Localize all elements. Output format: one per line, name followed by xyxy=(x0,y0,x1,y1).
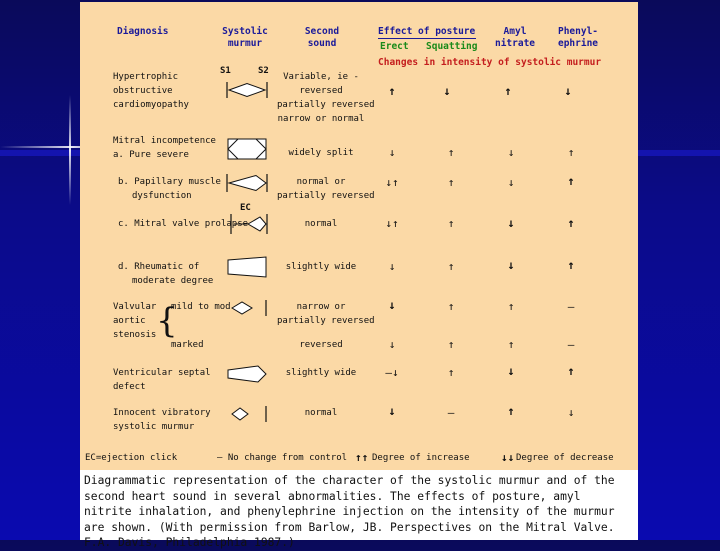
murmur-late-systolic-mvp xyxy=(230,214,268,234)
header-changes-caption: Changes in intensity of systolic murmur xyxy=(378,57,602,68)
arrow-vsd-erect: –↓ xyxy=(385,366,399,379)
diagnosis-line: Innocent vibratory xyxy=(113,408,211,418)
legend-no-change: – No change from control xyxy=(217,453,348,463)
diagram-panel xyxy=(80,2,638,470)
arrow-mi-severe-squatting: ↑ xyxy=(447,146,455,159)
diagnosis-line: moderate degree xyxy=(132,276,214,286)
row-innocent-second-sound: normal xyxy=(304,408,338,418)
header-systolic-line2: murmur xyxy=(227,38,263,49)
murmur-pansystolic-rheumatic xyxy=(226,256,268,278)
murmur-holosystolic-severe xyxy=(226,138,268,160)
header-amyl xyxy=(490,26,540,50)
header-second-line2: sound xyxy=(307,38,337,49)
arrow-hocm-phenyl: ↓ xyxy=(564,84,572,98)
row-mvp-second-sound: normal xyxy=(304,219,338,229)
murmur-innocent xyxy=(230,406,270,422)
row-vsd-second-sound: slightly wide xyxy=(285,368,357,378)
murmur-crescendo-papillary xyxy=(226,174,268,192)
diagnosis-line: d. Rheumatic of xyxy=(118,262,200,272)
arrow-mvp-squatting: ↑ xyxy=(447,217,455,230)
diagnosis-line: Mitral incompetence xyxy=(113,136,216,146)
arrow-rheumatic-erect: ↓ xyxy=(388,260,396,273)
second-sound-line: partially reversed xyxy=(277,191,375,201)
header-amyl-line2: nitrate xyxy=(494,38,536,49)
diagnosis-line: systolic murmur xyxy=(113,422,195,432)
header-diagnosis: Diagnosis xyxy=(117,26,169,37)
row-mi-severe-second-sound: widely split xyxy=(288,148,354,158)
second-sound-line: narrow or xyxy=(296,302,346,312)
header-systolic xyxy=(215,26,275,50)
legend-decrease: Degree of decrease xyxy=(516,453,614,463)
severity-brace: { xyxy=(156,301,178,341)
arrow-innocent-phenyl: ↓ xyxy=(567,406,575,419)
row-as-mild-severity: mild to mod xyxy=(171,302,231,312)
header-phenyl xyxy=(550,26,606,50)
arrow-mi-severe-erect: ↓ xyxy=(388,146,396,159)
row-rheumatic-diagnosis xyxy=(118,260,213,288)
arrow-as-marked-amyl: ↑ xyxy=(507,338,515,351)
label-ejection-click: EC xyxy=(240,203,251,213)
arrow-hocm-erect: ↑ xyxy=(388,84,396,98)
row-hocm-second-sound xyxy=(277,70,375,126)
arrow-as-mild-phenyl: – xyxy=(567,300,575,313)
header-second-sound xyxy=(292,26,352,50)
header-squatting: Squatting xyxy=(426,41,478,52)
diagnosis-line: aortic xyxy=(113,316,146,326)
arrow-as-marked-phenyl: – xyxy=(567,338,575,351)
posture-underline xyxy=(378,38,476,39)
arrow-innocent-amyl: ↑ xyxy=(507,404,515,418)
second-sound-line: normal or xyxy=(296,177,346,187)
legend-decrease-icon: ↓↓ xyxy=(501,451,515,464)
arrow-mvp-amyl: ↓ xyxy=(507,216,515,230)
arrow-as-marked-erect: ↓ xyxy=(388,338,396,351)
figure-caption: Diagrammatic representation of the character of the systolic murmur and of the second heart sound in several abnormalities. The effects of posture, amyl nitrite inhalation, and phenylephrine injection on the intensity of the murmur are shown. (With permission from Barlow, JB. Perspectives on the Mitral Valve. F.A. Davis, Philadelphia 1987.) xyxy=(80,470,638,540)
legend-increase-icon: ↑↑ xyxy=(355,451,369,464)
second-sound-line: partially reversed xyxy=(277,316,375,326)
diagnosis-line: a. Pure severe xyxy=(113,150,189,160)
arrow-hocm-amyl: ↑ xyxy=(504,84,512,98)
second-sound-line: reversed xyxy=(299,86,343,96)
arrow-mvp-phenyl: ↑ xyxy=(567,216,575,230)
murmur-diamond-hocm xyxy=(226,82,268,98)
header-systolic-line1: Systolic xyxy=(222,26,268,37)
row-innocent-diagnosis xyxy=(113,406,211,434)
row-as-diagnosis xyxy=(113,300,156,342)
arrow-as-mild-erect: ↓ xyxy=(388,298,396,312)
arrow-innocent-squatting: – xyxy=(447,406,455,419)
diagnosis-line: Valvular xyxy=(113,302,157,312)
legend-ejection-click: EC=ejection click xyxy=(85,453,178,463)
arrow-rheumatic-squatting: ↑ xyxy=(447,260,455,273)
diagnosis-line: Hypertrophic xyxy=(113,72,179,82)
arrow-rheumatic-phenyl: ↑ xyxy=(567,258,575,272)
row-as-mild-second-sound xyxy=(277,300,375,328)
arrow-papillary-amyl: ↓ xyxy=(507,176,515,189)
second-sound-line: narrow or normal xyxy=(277,114,365,124)
row-rheumatic-second-sound: slightly wide xyxy=(285,262,357,272)
row-mvp-diagnosis: c. Mitral valve prolapse xyxy=(118,219,249,229)
arrow-mi-severe-amyl: ↓ xyxy=(507,146,515,159)
arrow-rheumatic-amyl: ↓ xyxy=(507,258,515,272)
row-mi-severe-diagnosis xyxy=(113,134,216,162)
arrow-papillary-squatting: ↑ xyxy=(447,176,455,189)
diagnosis-line: dysfunction xyxy=(132,191,192,201)
diagnosis-line: b. Papillary muscle xyxy=(118,177,221,187)
label-s2: S2 xyxy=(258,66,269,76)
legend-increase: Degree of increase xyxy=(372,453,470,463)
header-phenyl-line1: Phenyl- xyxy=(557,26,599,37)
arrow-as-mild-squatting: ↑ xyxy=(447,300,455,313)
diagnosis-line: defect xyxy=(113,382,146,392)
murmur-pansystolic-vsd xyxy=(226,365,268,383)
diagnosis-line: stenosis xyxy=(113,330,157,340)
row-vsd-diagnosis xyxy=(113,366,211,394)
header-effect-of-posture: Effect of posture xyxy=(378,26,476,37)
arrow-vsd-amyl: ↓ xyxy=(507,364,515,378)
arrow-papillary-phenyl: ↑ xyxy=(567,174,575,188)
lens-flare-vertical xyxy=(69,95,71,205)
second-sound-line: partially reversed xyxy=(277,100,375,110)
arrow-as-marked-squatting: ↑ xyxy=(447,338,455,351)
label-s1: S1 xyxy=(220,66,231,76)
diagnosis-line: cardiomyopathy xyxy=(113,100,189,110)
arrow-as-mild-amyl: ↑ xyxy=(507,300,515,313)
arrow-vsd-squatting: ↑ xyxy=(447,366,455,379)
header-amyl-line1: Amyl xyxy=(503,26,527,37)
arrow-vsd-phenyl: ↑ xyxy=(567,364,575,378)
arrow-innocent-erect: ↓ xyxy=(388,404,396,418)
murmur-ejection-as-mild xyxy=(230,300,270,316)
row-papillary-diagnosis xyxy=(118,175,221,203)
row-as-marked-severity: marked xyxy=(171,340,204,350)
row-as-marked-second-sound: reversed xyxy=(299,340,343,350)
row-hocm-diagnosis xyxy=(113,70,189,112)
diagnosis-line: Ventricular septal xyxy=(113,368,211,378)
second-sound-line: Variable, ie - xyxy=(283,72,359,82)
diagnosis-line: obstructive xyxy=(113,86,173,96)
header-phenyl-line2: ephrine xyxy=(557,38,599,49)
arrow-hocm-squatting: ↓ xyxy=(443,84,451,98)
arrow-papillary-erect: ↓↑ xyxy=(385,176,399,189)
header-second-line1: Second xyxy=(304,26,340,37)
header-erect: Erect xyxy=(380,41,409,52)
arrow-mvp-erect: ↓↑ xyxy=(385,217,399,230)
row-papillary-second-sound xyxy=(277,175,375,203)
arrow-mi-severe-phenyl: ↑ xyxy=(567,146,575,159)
